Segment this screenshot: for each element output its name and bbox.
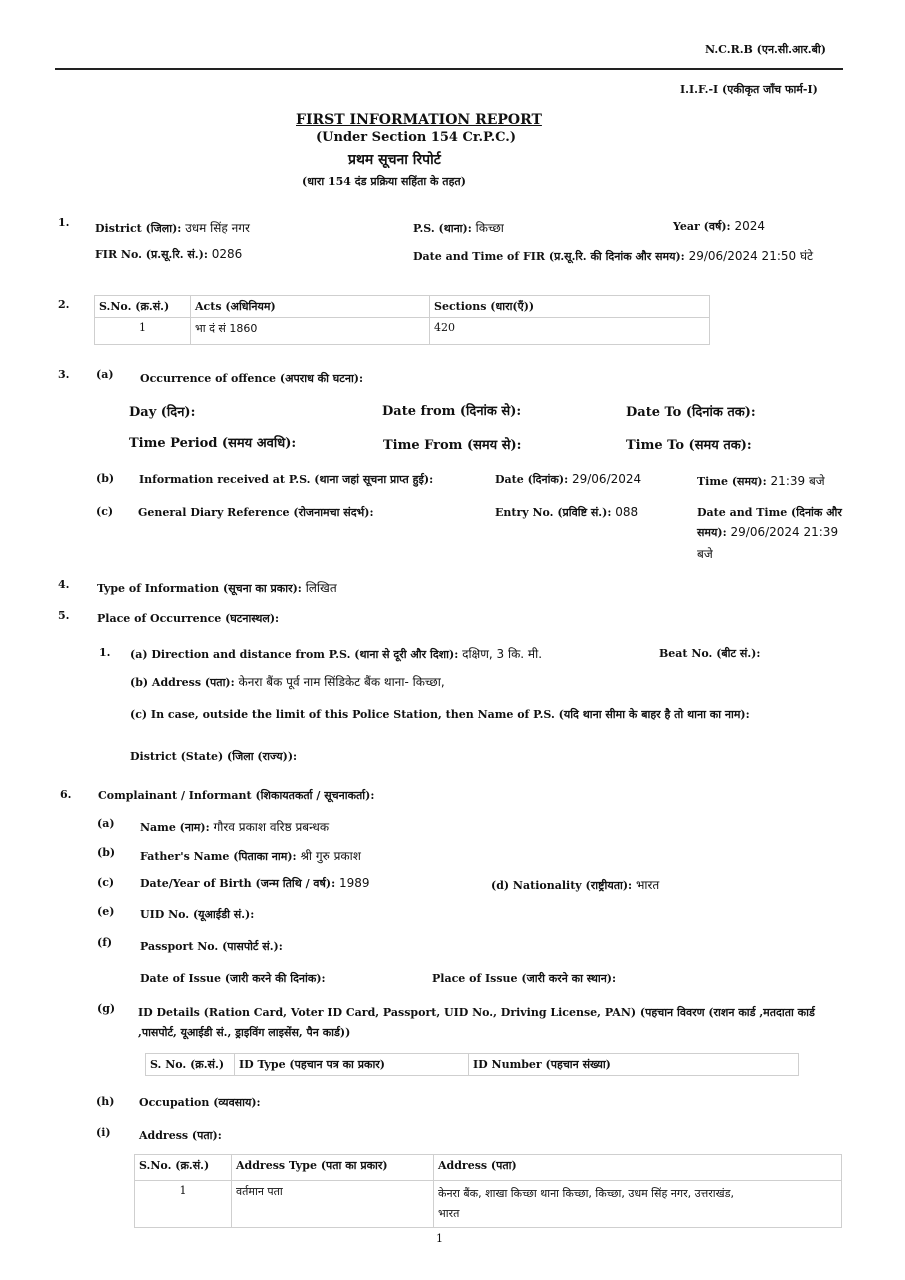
passport-label: Passport No. (पासपोर्ट सं.): bbox=[140, 940, 283, 953]
item-h-marker: (h) bbox=[96, 1095, 115, 1108]
year-label: Year (वर्ष): bbox=[673, 220, 731, 233]
gd-datetime-value: 29/06/2024 21:39 bbox=[730, 525, 839, 539]
ps-label: P.S. (थाना): bbox=[413, 222, 472, 235]
item-b-marker: (b) bbox=[96, 472, 115, 485]
district-field bbox=[95, 219, 250, 236]
info-time-field bbox=[697, 472, 825, 489]
place-address-value: केनरा बैंक पूर्व नाम सिंडिकेट बैंक थाना- किच्छा, bbox=[238, 675, 445, 689]
father-name-field bbox=[140, 847, 361, 864]
info-type-field bbox=[97, 579, 337, 596]
table-header-cell: Address (पता) bbox=[434, 1155, 842, 1181]
item-a-marker: (a) bbox=[96, 368, 114, 381]
entry-no-field bbox=[495, 505, 638, 520]
item-i-marker: (i) bbox=[96, 1126, 111, 1139]
place-of-occurrence-label: Place of Occurrence (घटनास्थल): bbox=[97, 612, 280, 625]
address-table bbox=[134, 1154, 842, 1228]
title-subtitle-en: (Under Section 154 Cr.P.C.) bbox=[316, 130, 516, 145]
gd-datetime-field bbox=[697, 525, 838, 540]
name-field bbox=[140, 818, 329, 835]
id-details-label: ID Details (Ration Card, Voter ID Card, Passport, UID No., Driving License, PAN) (पहचान विवरण (राशन कार्ड ,मतदाता कार्ड bbox=[138, 1006, 815, 1019]
item-e-marker: (e) bbox=[97, 905, 115, 918]
form-label: I.I.F.-I (एकीकृत जाँच फार्म-I) bbox=[680, 83, 818, 96]
table-row bbox=[135, 1181, 842, 1228]
uid-label: UID No. (यूआईडी सं.): bbox=[140, 908, 255, 921]
entry-no-label: Entry No. (प्रविष्टि सं.): bbox=[495, 506, 612, 519]
outside-limit-label: (c) In case, outside the limit of this Police Station, then Name of P.S. (यदि थाना सीमा के बाहर है तो थाना का नाम): bbox=[130, 708, 750, 721]
section-6-number: 6. bbox=[60, 788, 72, 801]
fir-label: FIR No. (प्र.सू.रि. सं.): bbox=[95, 248, 208, 261]
item-b-marker: (b) bbox=[97, 846, 116, 859]
table-header-cell: S.No. (क्र.सं.) bbox=[95, 296, 191, 318]
page-number: 1 bbox=[436, 1232, 443, 1245]
header-rule bbox=[55, 68, 843, 70]
nationality-label: (d) Nationality (राष्ट्रीयता): bbox=[491, 879, 633, 892]
beat-no-label: Beat No. (बीट सं.): bbox=[659, 647, 761, 660]
table-header-row bbox=[135, 1155, 842, 1181]
father-name-label: Father's Name (पिताका नाम): bbox=[140, 850, 297, 863]
occupation-label: Occupation (व्यवसाय): bbox=[139, 1096, 261, 1109]
info-received-label: Information received at P.S. (थाना जहां सूचना प्राप्त हुई): bbox=[139, 473, 434, 486]
time-from-label: Time From (समय से): bbox=[383, 438, 522, 453]
section-5-number: 5. bbox=[58, 609, 70, 622]
entry-no-value: 088 bbox=[615, 505, 639, 519]
table-header-cell: Acts (अधिनियम) bbox=[191, 296, 430, 318]
id-table bbox=[145, 1053, 799, 1076]
place-address-label: (b) Address (पता): bbox=[130, 676, 235, 689]
table-header-cell: ID Type (पहचान पत्र का प्रकार) bbox=[235, 1054, 469, 1076]
table-cell: 420 bbox=[430, 318, 710, 345]
info-date-field bbox=[495, 472, 641, 487]
ncrb-label: N.C.R.B (एन.सी.आर.बी) bbox=[705, 43, 826, 56]
date-to-label: Date To (दिनांक तक): bbox=[626, 405, 756, 420]
time-to-label: Time To (समय तक): bbox=[626, 438, 752, 453]
place-sub-number: 1. bbox=[99, 646, 111, 659]
general-diary-label: General Diary Reference (रोजनामचा संदर्भ): bbox=[138, 506, 374, 519]
date-from-label: Date from (दिनांक से): bbox=[382, 404, 522, 419]
name-label: Name (नाम): bbox=[140, 821, 210, 834]
fir-field bbox=[95, 247, 242, 262]
place-address-field bbox=[130, 673, 445, 690]
dob-value: 1989 bbox=[339, 876, 370, 890]
year-field bbox=[673, 219, 765, 234]
dob-label: Date/Year of Birth (जन्म तिथि / वर्ष): bbox=[140, 877, 336, 890]
fir-datetime-value: 29/06/2024 21:50 घंटे bbox=[688, 249, 814, 263]
table-header-cell: S. No. (क्र.सं.) bbox=[146, 1054, 235, 1076]
info-date-label: Date (दिनांक): bbox=[495, 473, 569, 486]
section-3-number: 3. bbox=[58, 368, 70, 381]
occurrence-label: Occurrence of offence (अपराध की घटना): bbox=[140, 372, 364, 385]
day-label: Day (दिन): bbox=[129, 405, 196, 420]
issue-place-label: Place of Issue (जारी करने का स्थान): bbox=[432, 972, 617, 985]
address-label: Address (पता): bbox=[139, 1129, 222, 1142]
section-4-number: 4. bbox=[58, 578, 70, 591]
address-line-2: भारत bbox=[438, 1207, 460, 1220]
district-value: उधम सिंह नगर bbox=[185, 221, 250, 235]
direction-field bbox=[130, 645, 542, 662]
dob-field bbox=[140, 876, 370, 891]
gd-datetime-label: Date and Time (दिनांक और bbox=[697, 506, 842, 519]
info-date-value: 29/06/2024 bbox=[571, 472, 642, 486]
direction-value: दक्षिण, 3 कि. मी. bbox=[462, 647, 543, 661]
gd-datetime-value-2: बजे bbox=[697, 547, 713, 561]
acts-table bbox=[94, 295, 710, 345]
table-header-cell: S.No. (क्र.सं.) bbox=[135, 1155, 232, 1181]
table-header-row bbox=[95, 296, 710, 318]
district-state-label: District (State) (जिला (राज्य)): bbox=[130, 750, 298, 763]
direction-label: (a) Direction and distance from P.S. (थाना से दूरी और दिशा): bbox=[130, 648, 459, 661]
table-cell bbox=[434, 1181, 842, 1228]
issue-date-label: Date of Issue (जारी करने की दिनांक): bbox=[140, 972, 326, 985]
father-name-value: श्री गुरु प्रकाश bbox=[300, 849, 361, 863]
table-cell: भा दं सं 1860 bbox=[191, 318, 430, 345]
fir-value: 0286 bbox=[211, 247, 243, 261]
item-a-marker: (a) bbox=[97, 817, 115, 830]
title-hindi: प्रथम सूचना रिपोर्ट bbox=[348, 152, 441, 168]
title-subtitle-hi: (धारा 154 दंड प्रक्रिया सहिंता के तहत) bbox=[302, 175, 466, 188]
district-label: District (जिला): bbox=[95, 222, 182, 235]
info-time-label: Time (समय): bbox=[697, 475, 767, 488]
fir-datetime-label: Date and Time of FIR (प्र.सू.रि. की दिनांक और समय): bbox=[413, 250, 685, 263]
name-value: गौरव प्रकाश वरिष्ठ प्रबन्धक bbox=[213, 820, 330, 834]
item-c-marker: (c) bbox=[97, 876, 115, 889]
year-value: 2024 bbox=[734, 219, 765, 233]
id-details-label-2: ,पासपोर्ट, यूआईडी सं., ड्राइविंग लाइसेंस, पैन कार्ड)) bbox=[138, 1026, 351, 1039]
nationality-field bbox=[491, 876, 659, 893]
section-1-number: 1. bbox=[58, 216, 70, 229]
item-c-marker: (c) bbox=[96, 505, 114, 518]
ps-field bbox=[413, 219, 504, 236]
section-2-number: 2. bbox=[58, 298, 70, 311]
table-header-cell: Sections (धारा(एँ)) bbox=[430, 296, 710, 318]
table-header-cell: Address Type (पता का प्रकार) bbox=[232, 1155, 434, 1181]
nationality-value: भारत bbox=[635, 878, 660, 892]
info-type-label: Type of Information (सूचना का प्रकार): bbox=[97, 582, 302, 595]
info-type-value: लिखित bbox=[305, 581, 337, 595]
table-cell: 1 bbox=[135, 1181, 232, 1228]
page-title: FIRST INFORMATION REPORT bbox=[296, 112, 542, 128]
table-cell: 1 bbox=[95, 318, 191, 345]
table-header-cell: ID Number (पहचान संख्या) bbox=[469, 1054, 799, 1076]
table-row bbox=[95, 318, 710, 345]
info-time-value: 21:39 बजे bbox=[770, 474, 825, 488]
ps-value: किच्छा bbox=[475, 221, 504, 235]
gd-datetime-label-2: समय): bbox=[697, 526, 727, 539]
time-period-label: Time Period (समय अवधि): bbox=[129, 436, 297, 451]
address-line-1: केनरा बैंक, शाखा किच्छा थाना किच्छा, किच्छा, उधम सिंह नगर, उत्तराखंड, bbox=[438, 1187, 734, 1200]
fir-datetime-field bbox=[413, 247, 813, 264]
table-cell: वर्तमान पता bbox=[232, 1181, 434, 1228]
complainant-label: Complainant / Informant (शिकायतकर्ता / सूचनाकर्ता): bbox=[98, 789, 375, 802]
table-header-row bbox=[146, 1054, 799, 1076]
item-g-marker: (g) bbox=[97, 1002, 116, 1015]
item-f-marker: (f) bbox=[97, 936, 113, 949]
